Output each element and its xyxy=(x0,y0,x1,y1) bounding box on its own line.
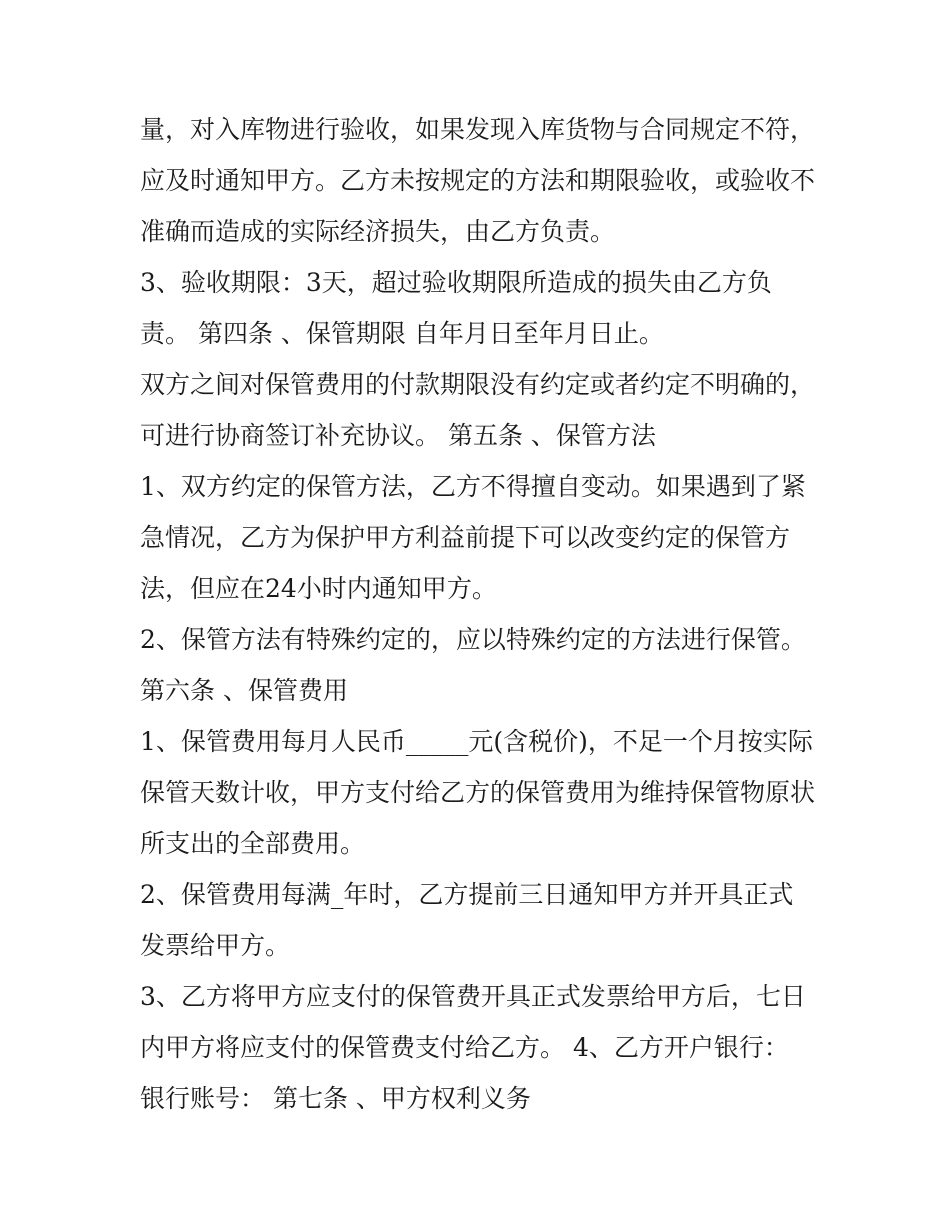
text-line: 准确而造成的实际经济损失，由乙方负责。 xyxy=(140,217,616,246)
text-line: 1、保管费用每月人民币_____元(含税价)，不足一个月按实际 xyxy=(140,727,813,756)
text-line: 责。 第四条 、保管期限 自年月日至年月日止。 xyxy=(140,319,664,348)
section-heading: 第六条 、保管费用 xyxy=(140,676,348,705)
text-line: 3、乙方将甲方应支付的保管费开具正式发票给甲方后，七日 xyxy=(140,982,806,1011)
text-line: 急情况，乙方为保护甲方利益前提下可以改变约定的保管方 xyxy=(140,523,791,552)
text-line: 2、保管方法有特殊约定的，应以特殊约定的方法进行保管。 xyxy=(140,625,806,654)
text-line: 法，但应在24小时内通知甲方。 xyxy=(140,574,497,603)
text-line: 所支出的全部费用。 xyxy=(140,829,366,858)
text-line: 内甲方将应支付的保管费支付给乙方。 4、乙方开户银行： xyxy=(140,1033,789,1062)
text-line: 双方之间对保管费用的付款期限没有约定或者约定不明确的， xyxy=(140,370,816,399)
text-line: 银行账号： 第七条 、甲方权利义务 xyxy=(140,1084,531,1113)
text-line: 1、双方约定的保管方法，乙方不得擅自变动。如果遇到了紧 xyxy=(140,472,806,501)
text-line: 量，对入库物进行验收，如果发现入库货物与合同规定不符， xyxy=(140,115,816,144)
text-line: 发票给甲方。 xyxy=(140,931,291,960)
text-line: 可进行协商签订补充协议。 第五条 、保管方法 xyxy=(140,421,656,450)
contract-text xyxy=(140,104,820,1124)
text-line: 保管天数计收，甲方支付给乙方的保管费用为维持保管物原状 xyxy=(140,778,816,807)
text-line: 3、验收期限：3天，超过验收期限所造成的损失由乙方负 xyxy=(140,268,772,297)
text-line: 应及时通知甲方。乙方未按规定的方法和期限验收，或验收不 xyxy=(140,166,816,195)
text-line: 2、保管费用每满_年时，乙方提前三日通知甲方并开具正式 xyxy=(140,880,794,909)
